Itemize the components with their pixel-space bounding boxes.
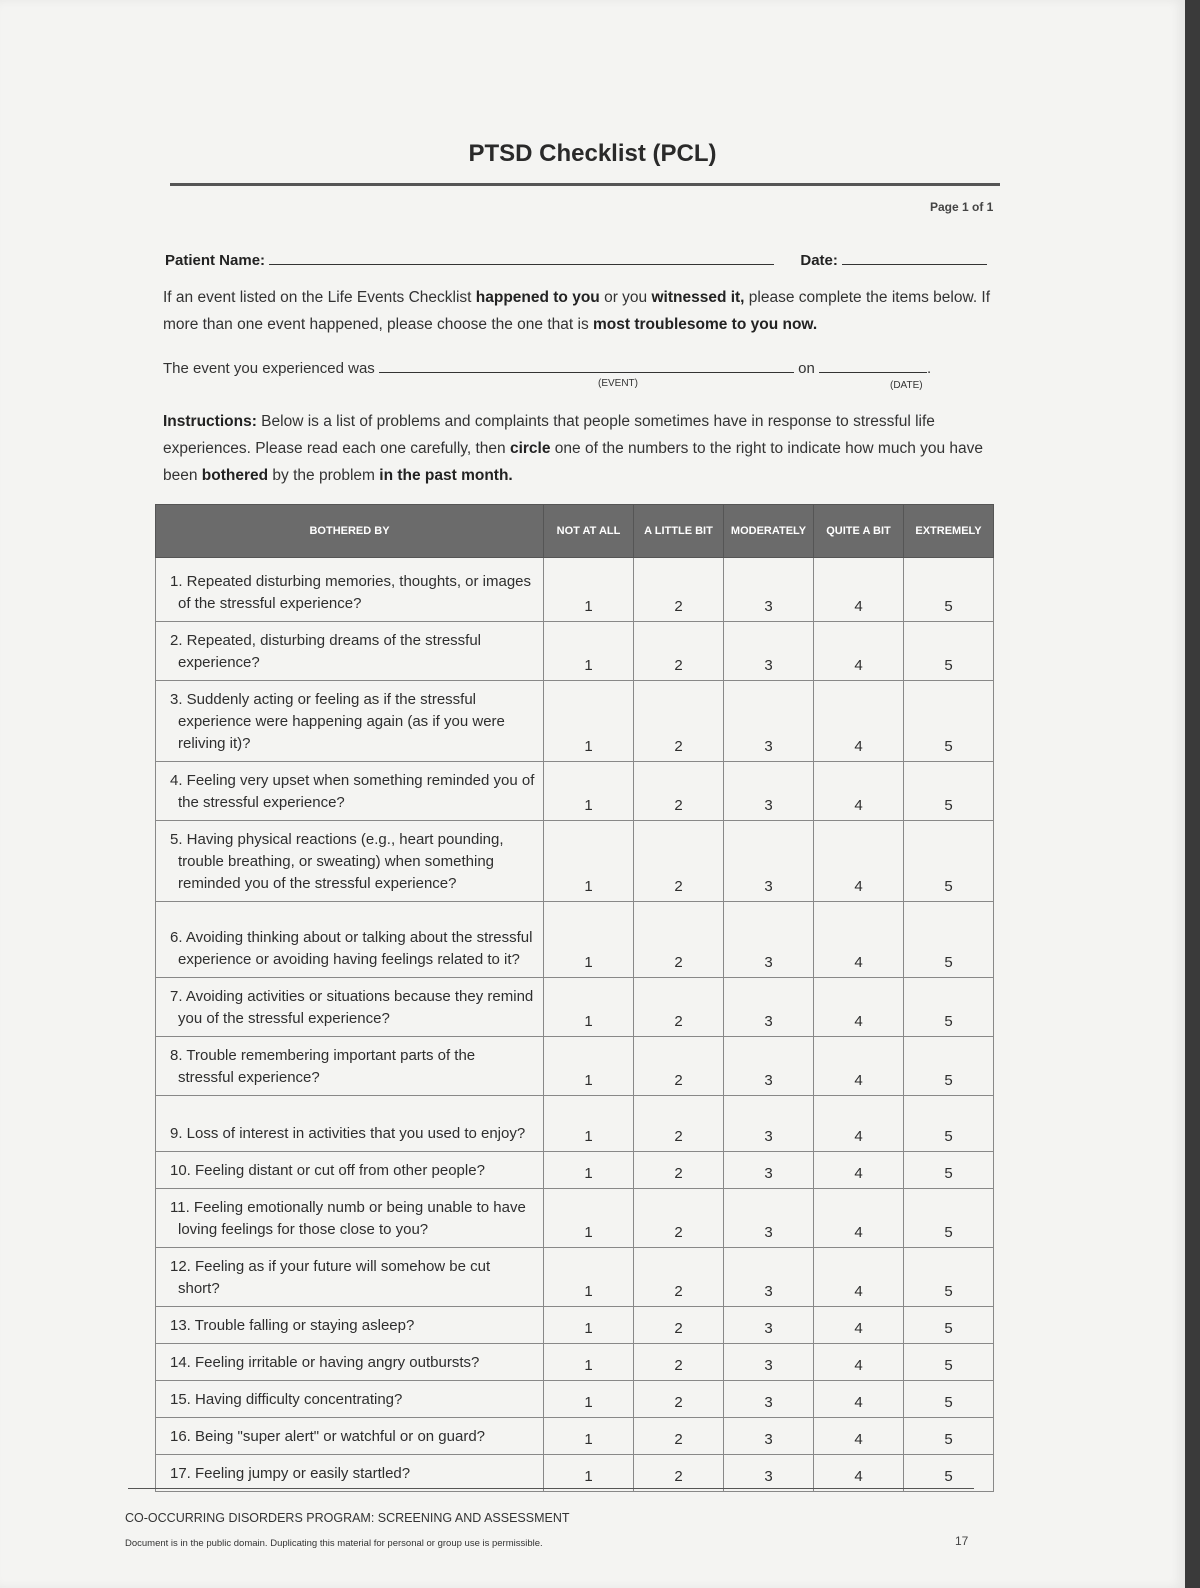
- rating-option-2[interactable]: 2: [634, 902, 724, 978]
- rating-option-4[interactable]: 4: [814, 681, 904, 762]
- rating-option-2[interactable]: 2: [634, 821, 724, 902]
- rating-option-4[interactable]: 4: [814, 902, 904, 978]
- rating-option-3[interactable]: 3: [724, 1189, 814, 1248]
- rating-option-2[interactable]: 2: [634, 558, 724, 622]
- date-caption: (DATE): [890, 380, 923, 391]
- rating-option-2[interactable]: 2: [634, 762, 724, 821]
- rating-option-4[interactable]: 4: [814, 1189, 904, 1248]
- rating-option-5[interactable]: 5: [904, 1152, 994, 1189]
- rating-option-2[interactable]: 2: [634, 1152, 724, 1189]
- item-question: 6. Avoiding thinking about or talking about the stressful experience or avoiding having feelings related to it?: [156, 902, 544, 978]
- event-label: The event you experienced was: [163, 360, 375, 377]
- rating-option-5[interactable]: 5: [904, 1096, 994, 1152]
- rating-option-5[interactable]: 5: [904, 762, 994, 821]
- item-question: 8. Trouble remembering important parts of the stressful experience?: [156, 1037, 544, 1096]
- table-body: [156, 558, 994, 1492]
- rating-option-3[interactable]: 3: [724, 978, 814, 1037]
- rating-option-1[interactable]: 1: [544, 1037, 634, 1096]
- item-question: 13. Trouble falling or staying asleep?: [156, 1307, 544, 1344]
- date-label: Date:: [800, 252, 838, 269]
- rating-option-1[interactable]: 1: [544, 902, 634, 978]
- rating-option-3[interactable]: 3: [724, 1344, 814, 1381]
- rating-option-2[interactable]: 2: [634, 681, 724, 762]
- item-question: 5. Having physical reactions (e.g., heart pounding, trouble breathing, or sweating) when something reminded you of the stressful experience?: [156, 821, 544, 902]
- rating-option-5[interactable]: 5: [904, 978, 994, 1037]
- table-header-row: [156, 505, 994, 558]
- rating-option-1[interactable]: 1: [544, 1455, 634, 1492]
- rating-option-1[interactable]: 1: [544, 1344, 634, 1381]
- table-row: [156, 821, 994, 902]
- rating-option-4[interactable]: 4: [814, 1248, 904, 1307]
- rating-option-3[interactable]: 3: [724, 622, 814, 681]
- footer-rule: [128, 1488, 974, 1489]
- rating-option-3[interactable]: 3: [724, 1152, 814, 1189]
- rating-option-4[interactable]: 4: [814, 978, 904, 1037]
- event-field[interactable]: [379, 358, 794, 373]
- instructions-bold-bothered: bothered: [201, 467, 269, 484]
- rating-option-5[interactable]: 5: [904, 1037, 994, 1096]
- item-question: 9. Loss of interest in activities that you used to enjoy?: [156, 1096, 544, 1152]
- instructions-text-3: by the problem: [268, 467, 380, 484]
- rating-option-1[interactable]: 1: [544, 1418, 634, 1455]
- event-caption: (EVENT): [598, 378, 638, 389]
- rating-option-4[interactable]: 4: [814, 1381, 904, 1418]
- rating-option-1[interactable]: 1: [544, 558, 634, 622]
- pcl-table: [155, 504, 994, 1492]
- rating-option-1[interactable]: 1: [544, 1381, 634, 1418]
- rating-option-3[interactable]: 3: [724, 902, 814, 978]
- rating-option-1[interactable]: 1: [544, 1189, 634, 1248]
- rating-option-3[interactable]: 3: [724, 681, 814, 762]
- rating-option-3[interactable]: 3: [724, 1381, 814, 1418]
- table-row: [156, 1037, 994, 1096]
- footer-program: CO-OCCURRING DISORDERS PROGRAM: SCREENING AND ASSESSMENT: [125, 1511, 570, 1525]
- header-moderately: MODERATELY: [724, 505, 814, 558]
- rating-option-1[interactable]: 1: [544, 762, 634, 821]
- rating-option-4[interactable]: 4: [814, 762, 904, 821]
- date-field[interactable]: [842, 250, 987, 265]
- table-row: [156, 1096, 994, 1152]
- rating-option-4[interactable]: 4: [814, 821, 904, 902]
- item-question: 14. Feeling irritable or having angry outbursts?: [156, 1344, 544, 1381]
- rating-option-2[interactable]: 2: [634, 622, 724, 681]
- rating-option-1[interactable]: 1: [544, 1307, 634, 1344]
- rating-option-1[interactable]: 1: [544, 1096, 634, 1152]
- rating-option-3[interactable]: 3: [724, 1455, 814, 1492]
- table-row: [156, 1152, 994, 1189]
- item-question: 16. Being "super alert" or watchful or on guard?: [156, 1418, 544, 1455]
- table-row: [156, 1418, 994, 1455]
- header-extremely: EXTREMELY: [904, 505, 994, 558]
- rating-option-5[interactable]: 5: [904, 1455, 994, 1492]
- rating-option-1[interactable]: 1: [544, 978, 634, 1037]
- rating-option-1[interactable]: 1: [544, 681, 634, 762]
- rating-option-2[interactable]: 2: [634, 1344, 724, 1381]
- item-question: 7. Avoiding activities or situations because they remind you of the stressful experience?: [156, 978, 544, 1037]
- item-question: 2. Repeated, disturbing dreams of the stressful experience?: [156, 622, 544, 681]
- rating-option-3[interactable]: 3: [724, 1248, 814, 1307]
- table-row: [156, 1381, 994, 1418]
- rating-option-3[interactable]: 3: [724, 762, 814, 821]
- table-row: [156, 762, 994, 821]
- item-question: 1. Repeated disturbing memories, thoughts, or images of the stressful experience?: [156, 558, 544, 622]
- rating-option-4[interactable]: 4: [814, 558, 904, 622]
- footer-notice: Document is in the public domain. Duplicating this material for personal or group use is permissible.: [125, 1538, 543, 1549]
- rating-option-2[interactable]: 2: [634, 1455, 724, 1492]
- rating-option-2[interactable]: 2: [634, 1418, 724, 1455]
- rating-option-5[interactable]: 5: [904, 1189, 994, 1248]
- rating-option-4[interactable]: 4: [814, 1096, 904, 1152]
- rating-option-4[interactable]: 4: [814, 1307, 904, 1344]
- intro-text-2: or you: [599, 289, 652, 306]
- rating-option-5[interactable]: 5: [904, 1248, 994, 1307]
- page-number: 17: [955, 1534, 969, 1548]
- table-row: [156, 978, 994, 1037]
- rating-option-1[interactable]: 1: [544, 622, 634, 681]
- table-row: [156, 622, 994, 681]
- instructions-bold-circle: circle: [509, 440, 551, 457]
- event-on-label: on: [798, 360, 815, 377]
- rating-option-2[interactable]: 2: [634, 1037, 724, 1096]
- instructions-bold-month: in the past month.: [379, 467, 513, 484]
- header-not-at-all: NOT AT ALL: [544, 505, 634, 558]
- rating-option-5[interactable]: 5: [904, 622, 994, 681]
- rating-option-2[interactable]: 2: [634, 1381, 724, 1418]
- page-indicator: Page 1 of 1: [930, 200, 994, 214]
- item-question: 10. Feeling distant or cut off from other people?: [156, 1152, 544, 1189]
- table-row: [156, 1189, 994, 1248]
- rating-option-1[interactable]: 1: [544, 1248, 634, 1307]
- title-rule: [170, 183, 1000, 186]
- rating-option-2[interactable]: 2: [634, 1096, 724, 1152]
- rating-option-5[interactable]: 5: [904, 1344, 994, 1381]
- instructions-text-1: Below is a list of problems and complaints that people sometimes have in response to stressful life experiences. Please read each one carefully, then: [163, 413, 935, 457]
- table-row: [156, 902, 994, 978]
- event-row: [163, 358, 1003, 377]
- table-row: [156, 1455, 994, 1492]
- rating-option-3[interactable]: 3: [724, 1096, 814, 1152]
- table-row: [156, 558, 994, 622]
- instructions-paragraph: [163, 408, 1003, 489]
- item-question: 17. Feeling jumpy or easily startled?: [156, 1455, 544, 1492]
- rating-option-1[interactable]: 1: [544, 821, 634, 902]
- rating-option-4[interactable]: 4: [814, 1418, 904, 1455]
- item-question: 4. Feeling very upset when something reminded you of the stressful experience?: [156, 762, 544, 821]
- header-bothered-by: BOTHERED BY: [156, 505, 544, 558]
- item-question: 15. Having difficulty concentrating?: [156, 1381, 544, 1418]
- rating-option-4[interactable]: 4: [814, 622, 904, 681]
- event-date-field[interactable]: [819, 358, 927, 373]
- intro-text-1: If an event listed on the Life Events Checklist: [163, 289, 476, 306]
- header-quite-a-bit: QUITE A BIT: [814, 505, 904, 558]
- rating-option-5[interactable]: 5: [904, 681, 994, 762]
- item-question: 3. Suddenly acting or feeling as if the stressful experience were happening again (as if you were reliving it)?: [156, 681, 544, 762]
- table-row: [156, 1248, 994, 1307]
- rating-option-5[interactable]: 5: [904, 1381, 994, 1418]
- rating-option-4[interactable]: 4: [814, 1037, 904, 1096]
- header-a-little-bit: A LITTLE BIT: [634, 505, 724, 558]
- item-question: 12. Feeling as if your future will somehow be cut short?: [156, 1248, 544, 1307]
- rating-option-5[interactable]: 5: [904, 1418, 994, 1455]
- intro-text-3: please complete the items below. If more than one event happened, please choose the one that is: [163, 289, 991, 333]
- table-row: [156, 681, 994, 762]
- page-title: PTSD Checklist (PCL): [468, 140, 717, 167]
- intro-bold-1: happened to you: [475, 289, 600, 306]
- intro-bold-2: witnessed it,: [651, 289, 745, 306]
- rating-option-2[interactable]: 2: [634, 1248, 724, 1307]
- intro-paragraph: [163, 284, 1003, 338]
- rating-option-3[interactable]: 3: [724, 1307, 814, 1344]
- rating-option-5[interactable]: 5: [904, 821, 994, 902]
- rating-option-5[interactable]: 5: [904, 902, 994, 978]
- rating-option-4[interactable]: 4: [814, 1455, 904, 1492]
- patient-name-label: Patient Name:: [165, 252, 266, 269]
- rating-option-3[interactable]: 3: [724, 1037, 814, 1096]
- intro-bold-3: most troublesome to you now.: [593, 316, 818, 333]
- rating-option-2[interactable]: 2: [634, 1189, 724, 1248]
- rating-option-2[interactable]: 2: [634, 1307, 724, 1344]
- rating-option-3[interactable]: 3: [724, 558, 814, 622]
- patient-name-row: [165, 250, 995, 269]
- item-question: 11. Feeling emotionally numb or being unable to have loving feelings for those close to you?: [156, 1189, 544, 1248]
- rating-option-3[interactable]: 3: [724, 821, 814, 902]
- instructions-heading: Instructions:: [163, 413, 257, 430]
- rating-option-3[interactable]: 3: [724, 1418, 814, 1455]
- table-row: [156, 1344, 994, 1381]
- rating-option-4[interactable]: 4: [814, 1344, 904, 1381]
- patient-name-field[interactable]: [269, 250, 774, 265]
- event-period: .: [927, 360, 932, 377]
- rating-option-4[interactable]: 4: [814, 1152, 904, 1189]
- rating-option-2[interactable]: 2: [634, 978, 724, 1037]
- rating-option-5[interactable]: 5: [904, 558, 994, 622]
- table-row: [156, 1307, 994, 1344]
- rating-option-1[interactable]: 1: [544, 1152, 634, 1189]
- rating-option-5[interactable]: 5: [904, 1307, 994, 1344]
- instructions-text-2: one of the numbers to the right to indicate how much you have been: [163, 440, 984, 484]
